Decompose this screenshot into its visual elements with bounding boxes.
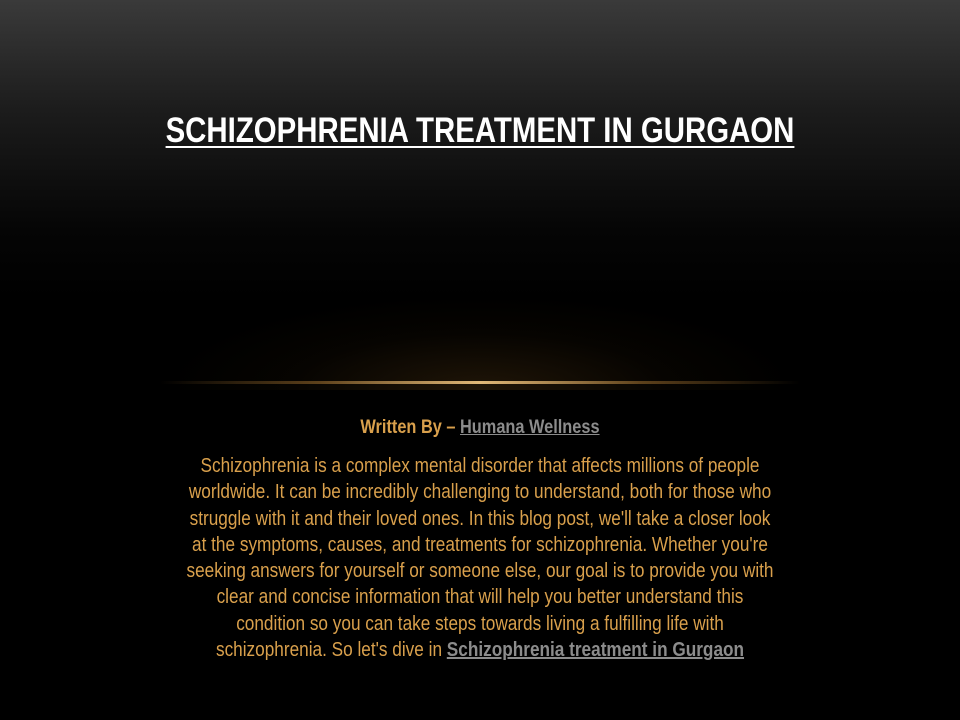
divider-line <box>160 381 800 384</box>
body-line: seeking answers for yourself or someone else, our goal is to provide you with <box>186 560 774 583</box>
byline <box>67 415 893 441</box>
divider-glow <box>180 300 780 390</box>
body-line: Schizophrenia is a complex mental disorder that affects millions of people <box>200 455 760 477</box>
body-line-text: schizophrenia. So let's dive in <box>215 639 447 662</box>
body-paragraph <box>162 453 798 663</box>
body-line-last <box>162 637 798 663</box>
body-line: struggle with it and their loved ones. In this blog post, we'll take a closer look <box>189 507 771 530</box>
author-link[interactable]: Humana Wellness <box>460 417 600 438</box>
byline-prefix: Written By – <box>360 417 461 438</box>
treatment-link[interactable]: Schizophrenia treatment in Gurgaon <box>446 639 745 662</box>
body-line: worldwide. It can be incredibly challenging to understand, both for those who <box>188 481 772 504</box>
slide-title: SCHIZOPHRENIA TREATMENT IN GURGAON <box>165 111 795 150</box>
body-line: condition so you can take steps towards living a fulfilling life with <box>236 612 724 635</box>
body-line: at the symptoms, causes, and treatments for schizophrenia. Whether you're <box>192 533 768 556</box>
body-line: clear and concise information that will help you better understand this <box>216 586 744 609</box>
